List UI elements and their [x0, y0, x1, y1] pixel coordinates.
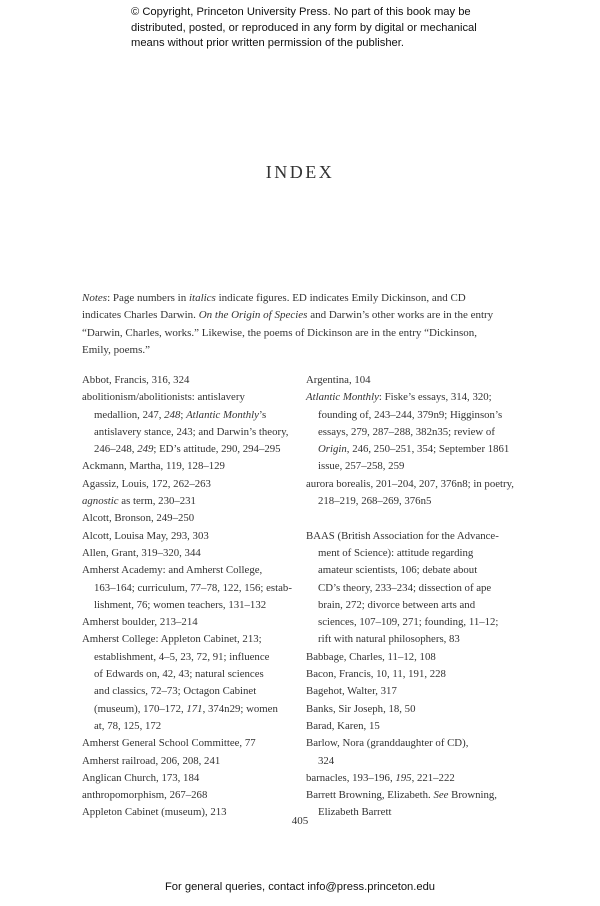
text-line: sciences, 107–109, 271; founding, 11–12;	[318, 616, 499, 629]
text-line: amateur scientists, 106; debate about	[318, 564, 478, 577]
index-entry	[306, 683, 514, 700]
text-line: aurora borealis, 201–204, 207, 376n8; in poetry,	[306, 477, 514, 490]
text-line: at, 78, 125, 172	[94, 719, 162, 732]
italic-text: 195	[395, 771, 412, 784]
text-line: Abbot, Francis, 316, 324	[82, 374, 190, 386]
index-entry	[306, 701, 514, 718]
text-line: essays, 279, 287–288, 382n35; review of	[318, 425, 495, 438]
text-line: lishment, 76; women teachers, 131–132	[94, 598, 267, 611]
index-entry	[82, 458, 292, 475]
text-line: Barad, Karen, 15	[306, 719, 380, 732]
text-line: “Darwin, Charles, works.” Likewise, the poems of Dickinson are in the entry “Dickinson,	[82, 326, 477, 339]
italic-text: Notes	[82, 292, 108, 304]
index-entry	[82, 562, 292, 614]
index-entry	[306, 735, 514, 770]
index-column-left	[82, 372, 292, 822]
text-line: of Edwards on, 42, 43; natural sciences	[94, 668, 264, 681]
text-line: 246–248, 249; ED’s attitude, 290, 294–295	[94, 443, 281, 456]
text-line: 163–164; curriculum, 77–78, 122, 156; estab-	[94, 581, 292, 594]
index-entry	[306, 718, 514, 735]
text-line: Notes: Page numbers in italics indicate figures. ED indicates Emily Dickinson, and CD	[82, 292, 466, 304]
text-line: Bagehot, Walter, 317	[306, 685, 397, 698]
index-entry	[306, 528, 514, 649]
copyright-line: distributed, posted, or reproduced in any form by digital or mechanical	[131, 21, 477, 34]
text-line: founding of, 243–244, 379n9; Higginson’s	[318, 408, 503, 421]
italic-text: italics	[188, 292, 216, 304]
text-line: Amherst railroad, 206, 208, 241	[82, 754, 221, 767]
index-entry	[82, 787, 292, 804]
text-line: Banks, Sir Joseph, 18, 50	[306, 702, 416, 715]
italic-text: Origin	[318, 443, 347, 456]
page-number: 405	[291, 815, 309, 827]
text-line: Atlantic Monthly: Fiske’s essays, 314, 320;	[306, 391, 492, 404]
index-entry	[82, 476, 292, 493]
text-line: Babbage, Charles, 11–12, 108	[306, 650, 436, 663]
text-line: Ackmann, Martha, 119, 128–129	[82, 460, 225, 473]
text-line: Argentina, 104	[306, 374, 371, 386]
text-line: Barrett Browning, Elizabeth. See Browning,	[306, 789, 498, 802]
index-notes	[82, 290, 522, 359]
index-entry	[306, 476, 514, 511]
text-line: Bacon, Francis, 10, 11, 191, 228	[306, 668, 446, 681]
index-entry	[306, 770, 514, 787]
index-column-right	[306, 372, 514, 822]
index-entry	[82, 753, 292, 770]
index-entry	[82, 372, 292, 389]
text-line: Amherst boulder, 213–214	[82, 616, 198, 629]
index-entry	[82, 389, 292, 458]
text-line: Agassiz, Louis, 172, 262–263	[82, 477, 211, 490]
text-line: Alcott, Louisa May, 293, 303	[82, 529, 209, 542]
spacer	[306, 510, 514, 527]
text-line: rift with natural philosophers, 83	[318, 633, 460, 646]
italic-text: 248	[164, 408, 181, 421]
text-line: barnacles, 193–196, 195, 221–222	[306, 771, 455, 784]
index-entry	[82, 735, 292, 752]
copyright-line: © Copyright, Princeton University Press. No part of this book may be	[131, 6, 471, 18]
text-line: anthropomorphism, 267–268	[82, 789, 208, 802]
text-line: 324	[318, 754, 335, 767]
index-entry	[82, 510, 292, 527]
index-entry	[82, 614, 292, 631]
text-line: Elizabeth Barrett	[318, 806, 392, 819]
text-line: brain, 272; divorce between arts and	[318, 598, 476, 611]
copyright-line: means without prior written permission of the publisher.	[131, 37, 404, 49]
index-entry	[306, 372, 514, 389]
italic-text: 249	[137, 443, 154, 456]
italic-text: On the Origin of Species	[198, 309, 308, 322]
text-line: Anglican Church, 173, 184	[82, 771, 200, 784]
text-line: establishment, 4–5, 23, 72, 91; influence	[94, 650, 270, 663]
text-line: indicates Charles Darwin. On the Origin of Species and Darwin’s other works are in the entry	[82, 309, 494, 322]
text-line: medallion, 247, 248; Atlantic Monthly’s	[94, 408, 267, 421]
text-line: Amherst Academy: and Amherst College,	[82, 564, 263, 577]
text-line: 218–219, 268–269, 376n5	[318, 495, 432, 508]
page-title: INDEX	[265, 162, 335, 182]
text-line: and classics, 72–73; Octagon Cabinet	[94, 685, 257, 698]
text-line: Emily, poems.”	[82, 343, 151, 356]
index-entry	[306, 649, 514, 666]
text-line: Amherst General School Committee, 77	[82, 737, 256, 750]
italic-text: 171	[186, 702, 203, 715]
text-line: agnostic as term, 230–231	[82, 495, 196, 508]
italic-text: See	[433, 789, 449, 802]
text-line: Alcott, Bronson, 249–250	[82, 512, 195, 525]
text-line: (museum), 170–172, 171, 374n29; women	[94, 702, 278, 715]
text-line: Appleton Cabinet (museum), 213	[82, 806, 227, 819]
index-entry	[82, 631, 292, 735]
index-entry	[82, 545, 292, 562]
text-line: Barlow, Nora (granddaughter of CD),	[306, 737, 469, 750]
text-line: antislavery stance, 243; and Darwin’s theory,	[94, 425, 289, 438]
index-entry	[82, 493, 292, 510]
italic-text: Atlantic Monthly	[186, 408, 259, 421]
italic-text: Atlantic Monthly	[306, 391, 379, 404]
text-line: CD’s theory, 233–234; dissection of ape	[318, 581, 492, 594]
index-entry	[82, 528, 292, 545]
text-line: Amherst College: Appleton Cabinet, 213;	[82, 633, 262, 646]
text-line: issue, 257–258, 259	[318, 460, 405, 473]
index-entry	[306, 666, 514, 683]
text-line: BAAS (British Association for the Advance-	[306, 529, 499, 542]
index-entry	[82, 770, 292, 787]
text-line: Origin, 246, 250–251, 354; September 1861	[318, 443, 510, 456]
text-line: ment of Science): attitude regarding	[318, 546, 474, 559]
index-entry	[306, 389, 514, 475]
italic-text: agnostic	[82, 495, 119, 508]
text-line: abolitionism/abolitionists: antislavery	[82, 391, 245, 404]
copyright-notice	[131, 5, 477, 52]
footer-contact: For general queries, contact info@press.princeton.edu	[164, 881, 436, 893]
text-line: Allen, Grant, 319–320, 344	[82, 546, 201, 559]
